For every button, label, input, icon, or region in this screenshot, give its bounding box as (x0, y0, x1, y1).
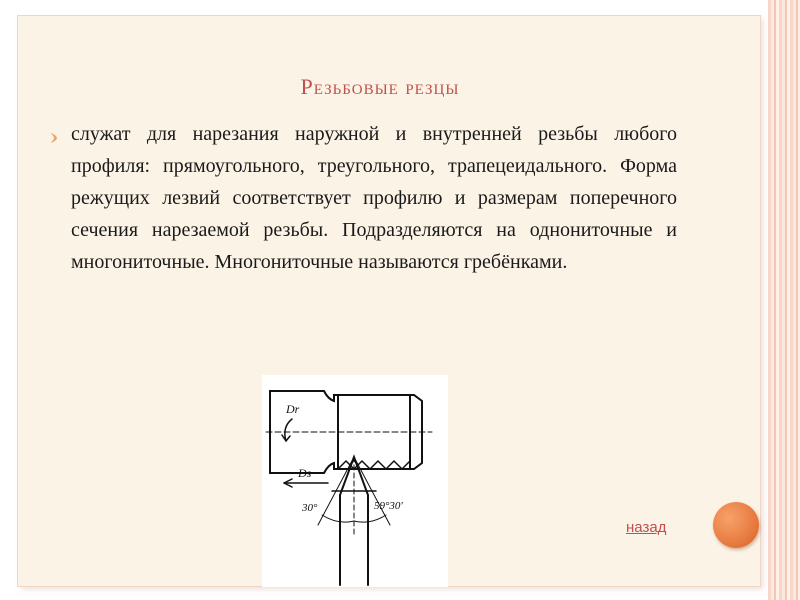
angle-left-label: 30° (302, 502, 318, 514)
dr-label: Dr (286, 402, 300, 416)
thread-cutter-diagram (262, 375, 448, 587)
angle-right-label: 59°30' (374, 500, 403, 512)
ds-label: Ds (298, 466, 312, 480)
bullet-icon (47, 131, 59, 145)
slide-body-text: служат для нарезания наружной и внутренней резьбы любого профиля: прямоугольного, треугольного, трапецеидального. Форма режущих лезвий соответствует профилю и размерам поперечного сечения нарезаемой резьбы. Подразделяются на однониточные и многониточные. Многониточные называются гребёнками. (71, 123, 677, 273)
decorative-stripes (768, 0, 800, 600)
slide-title: Резьбовые резцы (300, 74, 460, 99)
nav-circle-button[interactable] (713, 502, 759, 548)
back-link[interactable]: назад (626, 519, 667, 536)
